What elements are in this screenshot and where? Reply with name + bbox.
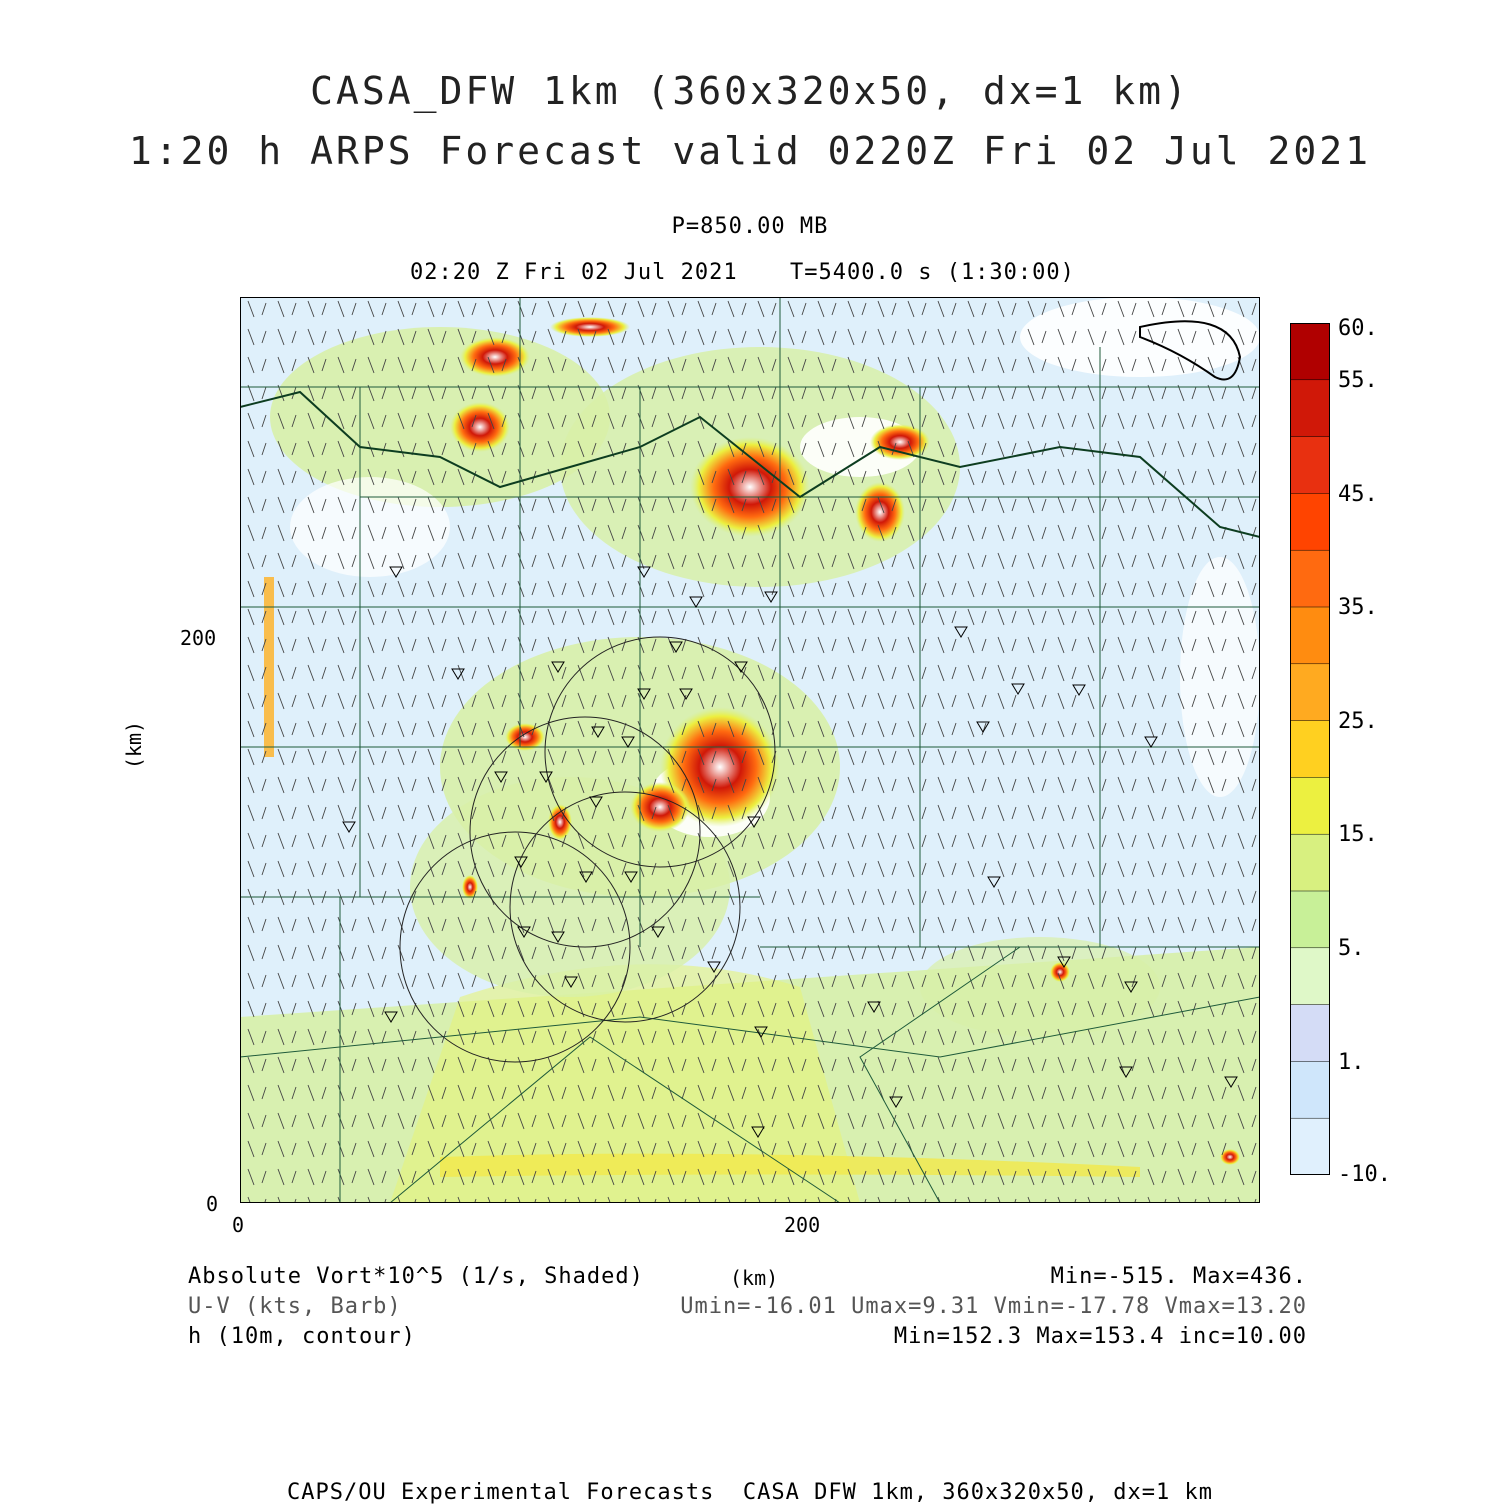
y-tick-0: 0 xyxy=(206,1192,219,1216)
colorbar-segment xyxy=(1290,380,1330,437)
colorbar-segment xyxy=(1290,777,1330,834)
colorbar-label-5: 5. xyxy=(1338,936,1365,961)
colorbar-segment xyxy=(1290,607,1330,664)
y-tick-200: 200 xyxy=(180,626,217,650)
x-tick-200: 200 xyxy=(784,1213,821,1237)
colorbar-label-25: 25. xyxy=(1338,709,1378,734)
valid-time: 02:20 Z Fri 02 Jul 2021 xyxy=(410,260,738,285)
shaded-field-label: Absolute Vort*10^5 (1/s, Shaded) xyxy=(188,1264,644,1289)
forecast-map xyxy=(240,297,1260,1203)
colorbar-segment xyxy=(1290,1061,1330,1118)
contour-field-stats: Min=152.3 Max=153.4 inc=10.00 xyxy=(893,1324,1307,1349)
shaded-field-stats: Min=-515. Max=436. xyxy=(1050,1264,1307,1289)
contour-field-label: h (10m, contour) xyxy=(188,1324,416,1349)
barb-field-label: U-V (kts, Barb) xyxy=(188,1294,402,1319)
barb-field-stats: Umin=-16.01 Umax=9.31 Vmin=-17.78 Vmax=13.20 xyxy=(680,1294,1307,1319)
model-time: T=5400.0 s (1:30:00) xyxy=(790,260,1075,285)
plot-title-line2: 1:20 h ARPS Forecast valid 0220Z Fri 02 Jul 2021 xyxy=(128,129,1372,173)
colorbar-segment xyxy=(1290,550,1330,607)
x-axis-label: (km) xyxy=(730,1266,779,1290)
colorbar-segment xyxy=(1290,1118,1330,1175)
colorbar-label-neg10: -10. xyxy=(1338,1162,1391,1187)
colorbar-segment xyxy=(1290,834,1330,891)
footer-credit: CAPS/OU Experimental Forecasts CASA DFW 1km, 360x320x50, dx=1 km xyxy=(287,1480,1213,1505)
colorbar-label-45: 45. xyxy=(1338,482,1378,507)
colorbar-label-35: 35. xyxy=(1338,595,1378,620)
colorbar-segment xyxy=(1290,721,1330,778)
colorbar-segment xyxy=(1290,493,1330,550)
colorbar-segment xyxy=(1290,948,1330,1005)
plot-title-line1: CASA_DFW 1km (360x320x50, dx=1 km) xyxy=(310,69,1190,113)
colorbar-label-1: 1. xyxy=(1338,1050,1365,1075)
colorbar-label-55: 55. xyxy=(1338,368,1378,393)
colorbar-segment xyxy=(1290,1005,1330,1062)
colorbar xyxy=(1290,323,1330,1175)
colorbar-label-15: 15. xyxy=(1338,822,1378,847)
wind-barbs xyxy=(240,297,1260,1203)
colorbar-segment xyxy=(1290,664,1330,721)
colorbar-segment xyxy=(1290,323,1330,380)
colorbar-label-60: 60. xyxy=(1338,316,1378,341)
y-axis-label: (km) xyxy=(122,720,147,770)
pressure-level: P=850.00 MB xyxy=(671,214,829,239)
colorbar-segment xyxy=(1290,891,1330,948)
colorbar-segment xyxy=(1290,437,1330,494)
x-tick-0: 0 xyxy=(232,1213,245,1237)
